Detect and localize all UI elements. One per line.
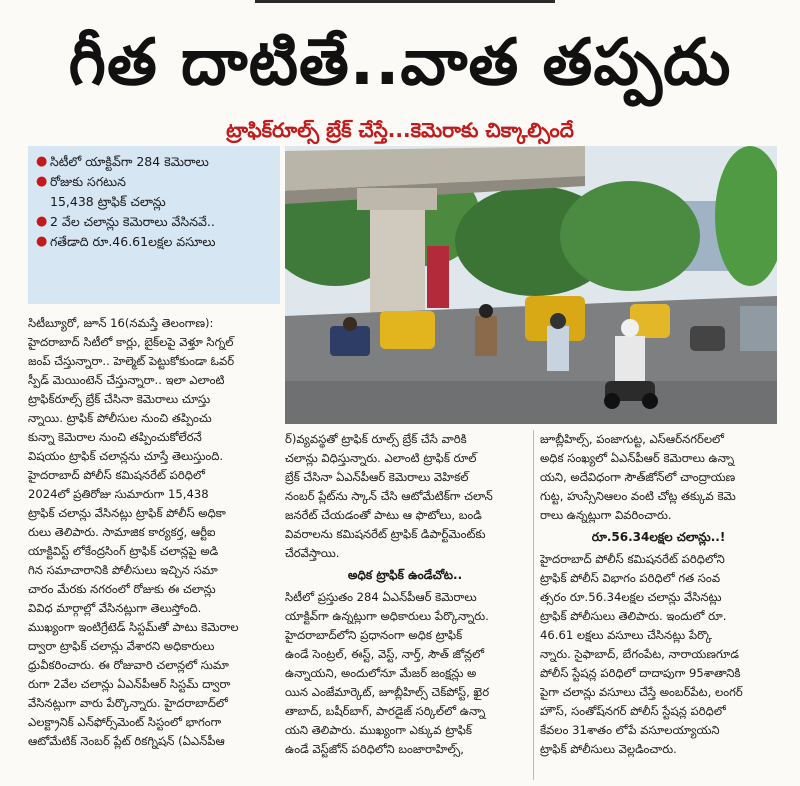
highlight-text: సిటీలో యాక్టివ్‌గా 284 కెమెరాలు xyxy=(50,154,209,169)
highlight-text: రోజుకు సగటున xyxy=(50,174,126,189)
text-line: రుగా 2వేల చలాన్లు ఏఎన్‌పీఆర్‌ సిస్టమ్‌ ద్వారా xyxy=(28,677,231,691)
text-line: చేరవేస్తాయి. xyxy=(285,546,340,560)
text-line: ట్రాఫిక్‌ పోలీసులు తెలిపారు. ఇందులో రూ. xyxy=(540,609,727,623)
text-line: హైదరాబాద్‌ పోలీస్‌ కమిషనరేట్‌ పరిధిలో xyxy=(28,468,205,482)
text-line: వివరాలను కమిషనరేట్‌ ట్రాఫిక్‌ డిపార్ట్‌మెంట్‌కు xyxy=(285,527,486,541)
text-line: యని, అదేవిధంగా సౌత్‌జోన్‌లో చాంద్రాయణ xyxy=(540,470,736,484)
text-line: ముఖ్యంగా ఇంటిగ్రేటెడ్‌ సిస్టమ్‌తో పాటు కెమెరాల xyxy=(28,620,239,634)
text-line: న్నాయి. ట్రాఫిక్‌ పోలీసుల నుంచి తప్పించు xyxy=(28,411,212,425)
highlight-text: 2 వేల చలాన్లు కెమెరాలు వేసినవే.. xyxy=(50,214,215,229)
column-divider xyxy=(533,430,534,780)
news-photo xyxy=(285,146,777,424)
traffic-junction-photo xyxy=(285,146,777,424)
column-1 xyxy=(28,314,280,751)
bullet-icon: ● xyxy=(36,214,48,229)
highlights-box xyxy=(28,146,280,304)
text-line: కేవలం 31శాతం లోపే వసూలయ్యాయని xyxy=(540,723,720,737)
text-line: ట్రాఫిక్‌ పోలీసులు వెల్లడించారు. xyxy=(540,742,677,756)
text-line: హైదరాబాద్‌ సిటీలో కార్లు, బైక్‌లపై వెళ్తూ సిగ్నల్‌ xyxy=(28,335,234,349)
highlight-item xyxy=(36,172,274,192)
text-line: గిన సమాచారానికి పోలీసులు ఇచ్చిన సమా xyxy=(28,563,218,577)
highlight-text: 15,438 ట్రాఫిక్‌ చలాన్లు xyxy=(50,194,166,209)
text-line: వివిధ మార్గాల్లో వేసినట్లుగా తెలుస్తోంది. xyxy=(28,601,202,615)
text-line: న్నారు. సైఫాబాద్‌, బేగంపేట, నారాయణగూడ xyxy=(540,647,739,661)
text-line: బ్రేక్‌ చేసినా ఏఎన్‌పీఆర్‌ కెమెరాలు వెహికల్‌ xyxy=(285,470,469,484)
column-3 xyxy=(540,430,777,759)
text-line: హైదరాబాద్‌లోని ప్రధానంగా అధిక ట్రాఫిక్‌ xyxy=(285,628,463,642)
text-line: ట్రాఫిక్‌ పోలీస్‌ విభాగం పరిధిలో గత సంవ xyxy=(540,571,721,585)
text-line: గుట్ట, హుస్సేనిఆలం వంటి చోట్ల తక్కువ కెమె xyxy=(540,489,736,503)
top-rule xyxy=(255,0,555,3)
text-line: ఉండే సెంట్రల్‌, ఈస్ట్‌, వెస్ట్‌, నార్త్‌, సౌత్‌ జోన్లలో xyxy=(285,647,485,661)
text-line: పైగా చలాన్లు వసూలు చేస్తే అంబర్‌పేట, లంగర్‌ xyxy=(540,685,743,699)
text-line: కున్నా కెమెరాల నుంచి తప్పించుకోలేరనే xyxy=(28,430,202,444)
text-line: ఉండే వెస్ట్‌జోన్‌ పరిధిలోని బంజారాహిల్స్‌, xyxy=(285,742,464,756)
highlight-text: గతేడాది రూ.46.61లక్షల వసూలు xyxy=(50,234,216,249)
text-line: ట్రాఫిక్‌ చలాన్లు వేసినట్లు ట్రాఫిక్‌ పోలీస్‌ అధికా xyxy=(28,506,226,520)
text-line: ర్‌)వ్యవస్థతో ట్రాఫిక్‌ రూల్స్‌ బ్రేక్‌ చేసే వారికి xyxy=(285,432,467,446)
text-line: ఉన్నాయని, అందులోనూ మేజర్‌ జంక్షన్లు అ xyxy=(285,666,477,680)
subheadline: ట్రాఫిక్‌రూల్స్‌ బ్రేక్‌ చేస్తే...కెమెరాకు చిక్కాల్సిందే xyxy=(226,118,574,142)
text-line: ట్రాఫిక్‌రూల్స్‌ బ్రేక్‌ చేసినా కెమెరాలు చూస్తు xyxy=(28,392,211,406)
text-line: రులు తెలిపారు. సామాజిక కార్యకర్త, ఆర్టీఐ xyxy=(28,525,216,539)
text-line: పోలీస్‌ స్టేషన్ల పరిధిలో దాదాపుగా 95శాతానికి xyxy=(540,666,741,680)
highlight-item xyxy=(36,192,274,212)
highlight-item xyxy=(36,232,274,252)
text-line: 2024లో ప్రతిరోజు సుమారుగా 15,438 xyxy=(28,487,209,501)
text-line: హౌస్‌, సంతోష్‌నగర్‌ పోలీస్‌ స్టేషన్ల పరిధిలో xyxy=(540,704,726,718)
text-line: యాక్టివిస్ట్‌ లోకేంద్రసింగ్‌ ట్రాఫిక్‌ చలాన్లపై అడి xyxy=(28,544,219,558)
column-2 xyxy=(285,430,525,759)
text-line: నంబర్‌ ప్లేట్‌ను స్కాన్‌ చేసి ఆటోమేటిక్‌గా చలాన్‌ xyxy=(285,489,493,503)
text-line: రాలు ఉన్నట్లుగా వివరించారు. xyxy=(540,508,672,522)
text-line: స్పీడ్‌ మెయింటెన్‌ చేస్తున్నారా.. ఇలా ఎలాంటి xyxy=(28,373,225,387)
bullet-icon: ● xyxy=(36,174,48,189)
text-line: విషయం ట్రాఫిక్‌ చలాన్లను చూస్తే తెలుస్తుంది. xyxy=(28,449,224,463)
text-line: జంప్‌ చేస్తున్నారా.. హెల్మెట్‌ పెట్టుకోకుండా ఓవర్‌ xyxy=(28,354,235,368)
text-line: జనరేట్‌ చేయడంతో పాటు ఆ ఫొటోలు, బండి xyxy=(285,508,482,522)
text-line: సిటీబ్యూరో, జూన్‌ 16(నమస్తే తెలంగాణ): xyxy=(28,316,214,330)
bullet-icon: ● xyxy=(36,154,48,169)
text-line: తాబాద్‌, బషీర్‌బాగ్‌, పారడైజ్‌ సర్కిల్‌లో ఉన్నా xyxy=(285,704,486,718)
section-subheading: రూ.56.34లక్షల చలాన్లు..! xyxy=(591,530,726,544)
text-line: యిన ఎంజేమార్కెట్‌, జూబ్లీహిల్స్‌ చెక్‌పోస్ట్‌, ఖైర xyxy=(285,685,490,699)
text-line: యాక్టివ్‌గా ఉన్నట్లుగా అధికారులు పేర్కొన్నారు. xyxy=(285,609,489,623)
headline: గీత దాటితే..వాత తప్పదు xyxy=(68,26,732,100)
text-line: యని తెలిపారు. ముఖ్యంగా ఎక్కువ ట్రాఫిక్‌ xyxy=(285,723,472,737)
text-line: 46.61 లక్షలు వసూలు చేసినట్లు పేర్కొ xyxy=(540,628,712,642)
text-line: చలాన్లు విధిస్తున్నారు. ఎలాంటి ట్రాఫిక్‌ రూల్‌ xyxy=(285,451,477,465)
section-subheading: అధిక ట్రాఫిక్‌ ఉండేచోట.. xyxy=(347,568,463,582)
highlight-item xyxy=(36,152,274,172)
highlight-item xyxy=(36,212,274,232)
text-line: జూబ్లీహిల్స్‌, పంజాగుట్ట, ఎస్‌ఆర్‌నగర్‌లలో xyxy=(540,432,724,446)
text-line: త్సరం రూ.56.34లక్షల చలాన్లు వేసినట్లు xyxy=(540,590,722,604)
text-line: వేసినట్లుగా వారు పేర్కొన్నారు. హైదరాబాద్‌లో xyxy=(28,696,228,710)
text-line: ఆటోమేటిక్‌ నెంబర్‌ ప్లేట్‌ రికగ్నిషన్‌ (ఏఎన్‌పీఆ xyxy=(28,734,225,748)
bullet-icon: ● xyxy=(36,234,48,249)
text-line: చారం మేరకు నగరంలో రోజుకు ఈ చలాన్లు xyxy=(28,582,216,596)
text-line: హైదరాబాద్‌ పోలీస్‌ కమిషనరేట్‌ పరిధిలోని xyxy=(540,552,725,566)
text-line: ద్వారా ట్రాఫిక్‌ చలాన్లు వేశారని అధికారులు xyxy=(28,639,215,653)
text-line: అధిక సంఖ్యలో ఏఎన్‌పీఆర్‌ కెమెరాలు ఉన్నా xyxy=(540,451,735,465)
text-line: ఎలక్ట్రానిక్‌ ఎన్‌ఫోర్స్‌మెంట్‌ సిస్టంలో భాగంగా xyxy=(28,715,222,729)
text-line: సిటీలో ప్రస్తుతం 284 ఏఎన్‌పీఆర్‌ కెమెరాలు xyxy=(285,590,477,604)
text-line: ధ్రువీకరించారు. ఈ రోజువారి చలాన్లలో సుమా xyxy=(28,658,229,672)
